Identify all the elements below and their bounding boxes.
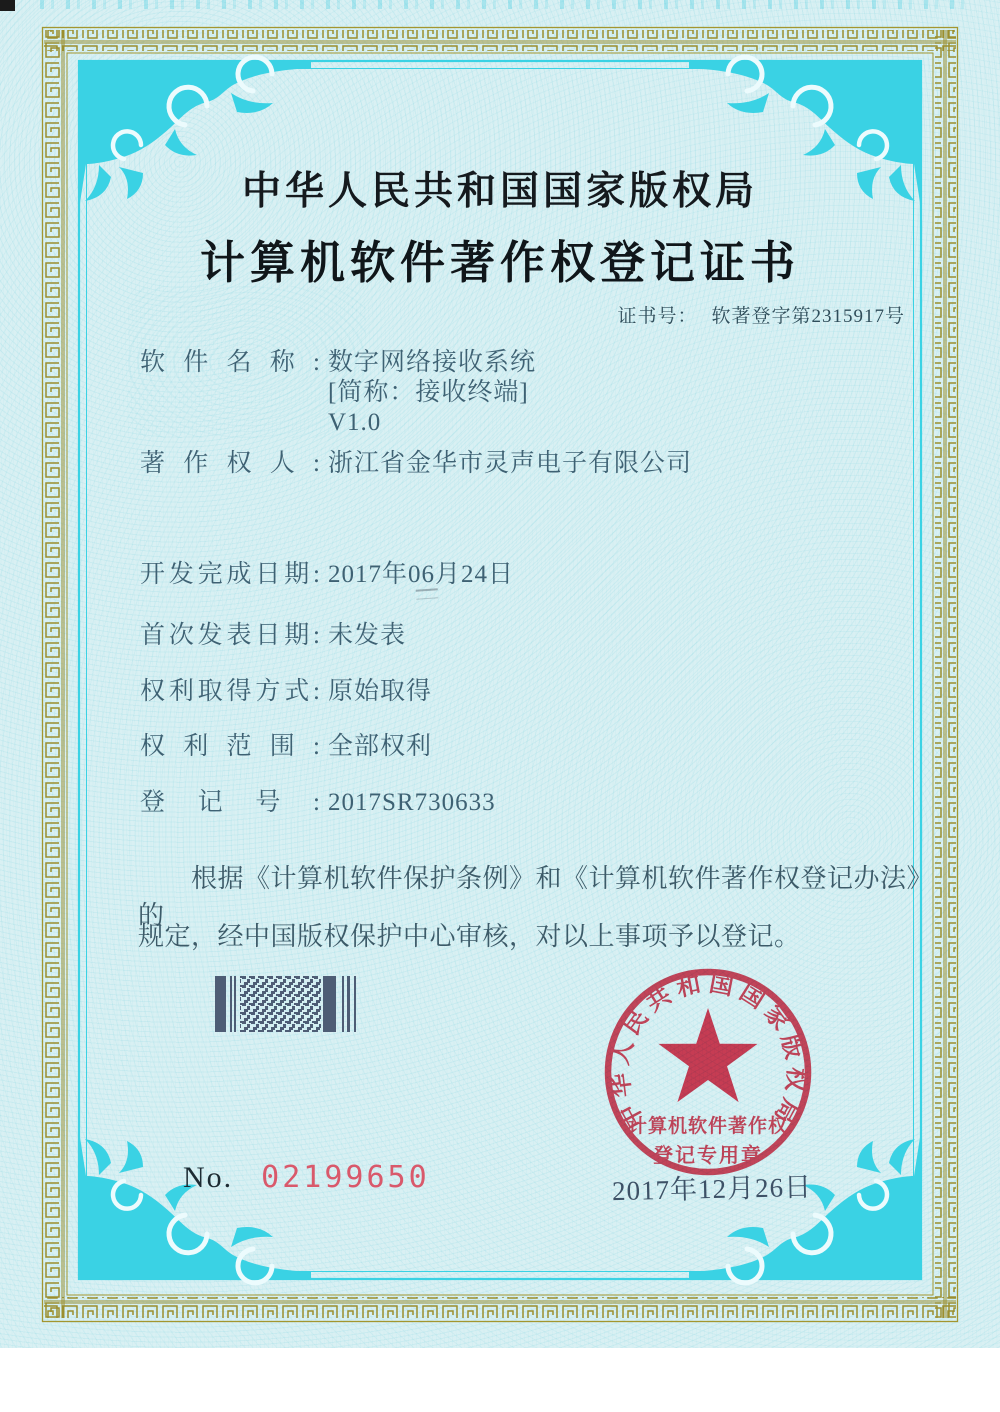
- field-row-first-publication: [140, 621, 406, 651]
- ink-smudge: [416, 588, 439, 600]
- certificate-number-value: 软著登字第2315917号: [711, 306, 905, 327]
- scan-artifact: [0, 0, 15, 11]
- field-row-completion-date: [140, 560, 514, 590]
- gold-outer-line: [43, 28, 958, 1322]
- barcode: [215, 976, 360, 1032]
- field-row-software-name: [140, 348, 536, 438]
- software-version: V1.0: [328, 409, 382, 436]
- field-label: 首次发表日期:: [140, 622, 320, 649]
- field-label: 开发完成日期:: [140, 561, 320, 588]
- software-short-name: [简称：接收终端]: [328, 379, 529, 406]
- gold-meander-bottom: [44, 1297, 956, 1318]
- completion-date: 2017年06月24日: [328, 561, 515, 588]
- gold-meander-left: [44, 30, 65, 1318]
- acquisition-method: 原始取得: [328, 678, 433, 705]
- first-publication: 未发表: [328, 622, 407, 649]
- registration-date: 2017年12月26日: [611, 1171, 813, 1207]
- issuing-authority: 中华人民共和国国家版权局: [241, 170, 758, 213]
- statement-line-1: 根据《计算机软件保护条例》和《计算机软件著作权登记办法》的: [138, 864, 921, 930]
- certificate-number-row: [617, 301, 905, 328]
- seal-inner-line-2: 登记专用章: [653, 1145, 763, 1167]
- field-value: [328, 348, 536, 438]
- software-name: 数字网络接收系统: [328, 349, 537, 376]
- field-row-copyright-owner: [140, 449, 692, 479]
- field-label: 软件名称:: [140, 349, 320, 376]
- field-label: 著作权人:: [140, 450, 320, 477]
- field-row-rights-scope: [140, 732, 432, 762]
- copyright-owner: 浙江省金华市灵声电子有限公司: [328, 450, 693, 477]
- seal-inner-line-1: 计算机软件著作权: [627, 1116, 789, 1137]
- serial-number: 02199650: [261, 1160, 430, 1195]
- field-label: 权利范围:: [140, 733, 320, 760]
- registration-number: 2017SR730633: [328, 789, 496, 816]
- field-label: 登记号:: [140, 789, 320, 816]
- rights-scope: 全部权利: [328, 733, 433, 760]
- corner-flourish-bottom-left: [79, 1131, 311, 1283]
- official-seal: [596, 960, 820, 1184]
- field-row-acquisition-method: [140, 677, 432, 707]
- certificate-number-label: 证书号：: [617, 306, 698, 327]
- gold-meander-right: [935, 30, 956, 1318]
- seal-star-icon: [659, 1008, 758, 1102]
- gold-meander-top: [44, 30, 956, 51]
- certificate-title: 计算机软件著作权登记证书: [199, 238, 800, 288]
- serial-number-row: [183, 1160, 430, 1195]
- serial-label: No.: [183, 1161, 234, 1194]
- field-label: 权利取得方式:: [140, 678, 320, 705]
- field-row-registration-number: [140, 788, 496, 818]
- seal-ring-text: 中华人民共和国国家版权局: [606, 970, 810, 1133]
- statement-line-2: 规定，经中国版权保护中心审核，对以上事项予以登记。: [138, 922, 801, 951]
